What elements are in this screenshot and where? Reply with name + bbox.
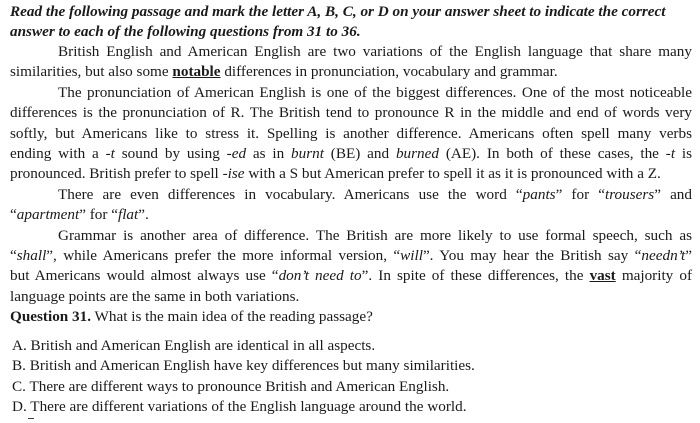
text-span: “ <box>10 247 17 264</box>
text-span: as in <box>246 145 292 162</box>
paragraph-3-line-2 <box>10 205 149 225</box>
italic-shall: shall <box>16 247 47 264</box>
text-span: ”, while Americans prefer the more informal version, “ <box>46 247 401 264</box>
text-span: ” and <box>654 186 692 203</box>
instruction-line-2: answer to each of the following questions from 31 to 36. <box>10 23 361 40</box>
text-span: sound by using <box>114 145 227 162</box>
text-span: differences in pronunciation, vocabulary and grammar. <box>220 63 558 80</box>
text-span: (BE) and <box>323 145 396 162</box>
answer-option-b[interactable]: B. British and American English have key differences but many similarities. <box>12 357 475 374</box>
instruction-line-1: Read the following passage and mark the letter A, B, C, or D on your answer sheet to indicate the correct <box>10 3 666 20</box>
paragraph-3-line-1 <box>10 185 692 205</box>
cropped-text-fragment <box>28 418 34 423</box>
paragraph-2-line-3: softly, but Americans like to stress it. Spelling is another difference. Americans often spell many verbs <box>10 125 692 142</box>
text-span: “ <box>10 206 17 223</box>
text-span: There are even differences in vocabulary. Americans use the word “ <box>58 186 523 203</box>
text-span: is <box>675 145 693 162</box>
paragraph-4-line-2 <box>10 246 692 266</box>
italic-burnt: burnt <box>291 145 324 162</box>
paragraph-2-line-5 <box>10 164 661 184</box>
paragraph-4-line-4: language points are the same in both variations. <box>10 288 300 305</box>
italic-flat: flat <box>117 206 139 223</box>
text-span: ending with a <box>10 145 106 162</box>
text-span: ”. You may hear the British say “ <box>422 247 642 264</box>
paragraph-1-line-2 <box>10 62 558 82</box>
italic-t: -t <box>105 145 115 162</box>
italic-neednt: needn’t <box>641 247 686 264</box>
italic-ed: -ed <box>226 145 247 162</box>
paragraph-2-line-1: The pronunciation of American English is one of the biggest differences. One of the most noticeable <box>58 84 692 101</box>
answer-option-d[interactable]: D. There are different variations of the English language around the world. <box>12 398 467 415</box>
italic-pants: pants <box>522 186 556 203</box>
question-number: Question 31. <box>10 308 92 325</box>
text-span: but Americans would almost always use “ <box>10 267 279 284</box>
italic-trousers: trousers <box>604 186 655 203</box>
paragraph-2-line-2: differences is the pronunciation of R. The British tend to pronounce R in the middle and end of words very <box>10 104 692 121</box>
text-span: similarities, but also some <box>10 63 173 80</box>
italic-t-2: -t <box>665 145 676 162</box>
italic-dont-need-to: don’t need to <box>278 267 362 284</box>
text-span: (AE). In both of these cases, the <box>438 145 666 162</box>
text-span: with a S but American prefer to spell it as it is pronounced with a Z. <box>244 165 661 182</box>
paragraph-4-line-3 <box>10 266 692 286</box>
question-stem <box>10 307 373 327</box>
text-span: ” for “ <box>555 186 605 203</box>
text-span: ” for “ <box>79 206 118 223</box>
text-span: pronounced. British prefer to spell <box>10 165 223 182</box>
italic-apartment: apartment <box>16 206 80 223</box>
question-text: What is the main idea of the reading passage? <box>91 308 373 325</box>
paragraph-2-line-4 <box>10 144 692 164</box>
italic-ise: -ise <box>222 165 245 182</box>
highlighted-word-vast: vast <box>589 267 616 284</box>
text-span: ”. <box>138 206 149 223</box>
italic-burned: burned <box>395 145 439 162</box>
italic-will: will <box>400 247 423 264</box>
text-span: majority of <box>615 267 693 284</box>
paragraph-1-line-1: British English and American English are two variations of the English language that share many <box>58 43 692 60</box>
answer-option-c[interactable]: C. There are different ways to pronounce British and American English. <box>12 378 450 395</box>
text-span: ”. In spite of these differences, the <box>361 267 590 284</box>
text-span: ” <box>685 247 693 264</box>
highlighted-word-notable: notable <box>172 63 221 80</box>
paragraph-4-line-1: Grammar is another area of difference. The British are more likely to use formal speech, such as <box>58 227 692 244</box>
answer-option-a[interactable]: A. British and American English are identical in all aspects. <box>12 337 376 354</box>
